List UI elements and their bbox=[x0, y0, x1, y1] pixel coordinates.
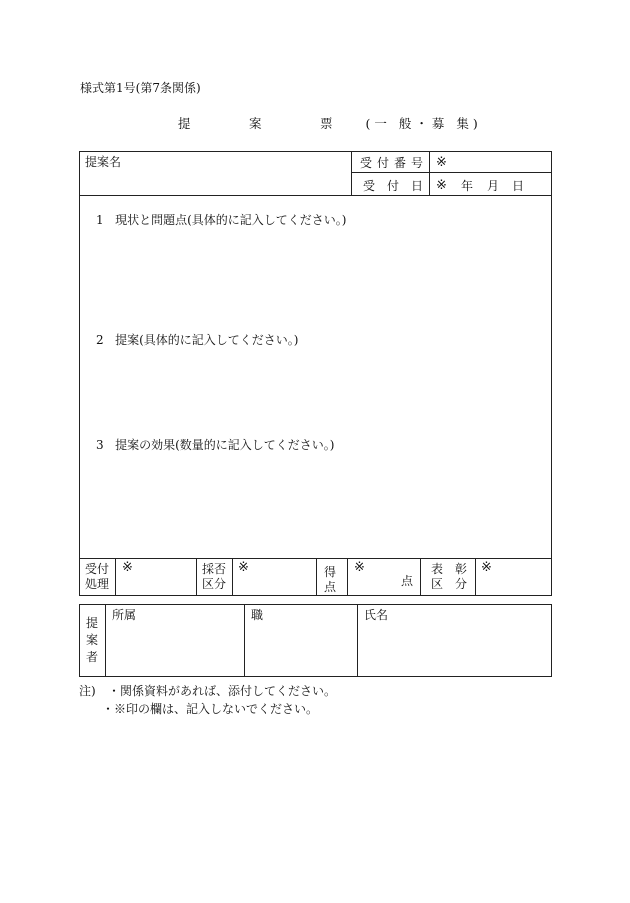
proposer-table bbox=[79, 604, 552, 677]
col-divider-b5 bbox=[347, 558, 348, 595]
col-divider-b4 bbox=[316, 558, 317, 595]
adoption-label bbox=[202, 562, 226, 592]
note-line-1: ・関係資料があれば、添付してください。 bbox=[108, 684, 337, 698]
receipt-number-label: 受付番号 bbox=[360, 156, 429, 170]
score-mark: ※ bbox=[354, 560, 365, 575]
proposal-form-box bbox=[79, 151, 552, 596]
adoption-mark: ※ bbox=[238, 560, 249, 575]
affiliation-label: 所属 bbox=[112, 608, 137, 622]
section-3-heading bbox=[96, 438, 334, 453]
score-label bbox=[324, 565, 336, 595]
name-label: 氏名 bbox=[364, 608, 389, 622]
award-label-line1: 表 彰 bbox=[431, 562, 468, 576]
proposal-name-label: 提案名 bbox=[85, 155, 122, 169]
receipt-date-mark: ※ bbox=[436, 178, 447, 193]
notes-prefix: 注) bbox=[79, 684, 96, 698]
section-1-heading bbox=[96, 213, 346, 228]
receipt-date-year: 年 bbox=[461, 179, 474, 193]
proposal-name-field[interactable] bbox=[84, 172, 346, 192]
award-mark: ※ bbox=[481, 560, 492, 575]
section-3-label: 提案の効果(数量的に記入してください。) bbox=[115, 438, 335, 452]
receipt-number-mark: ※ bbox=[436, 155, 447, 170]
row-divider-receipt bbox=[351, 172, 552, 173]
score-label-line2: 点 bbox=[324, 580, 337, 594]
proposer-col-divider-1 bbox=[105, 605, 106, 676]
col-divider-receipt bbox=[429, 152, 430, 195]
proposer-col-divider-3 bbox=[357, 605, 358, 676]
position-label: 職 bbox=[251, 608, 264, 622]
header-bottom-line bbox=[80, 195, 551, 196]
proposer-label bbox=[86, 615, 98, 665]
score-label-line1: 得 bbox=[324, 565, 337, 579]
col-divider-b6 bbox=[420, 558, 421, 595]
col-divider-b2 bbox=[196, 558, 197, 595]
processing-mark: ※ bbox=[122, 560, 133, 575]
form-number: 様式第1号(第7条関係) bbox=[80, 81, 201, 95]
processing-label bbox=[85, 562, 109, 592]
form-title bbox=[178, 118, 482, 131]
receipt-date-label: 受 付 日 bbox=[363, 179, 424, 193]
section-1-label: 現状と問題点(具体的に記入してください。) bbox=[115, 213, 347, 227]
proposer-col-divider-2 bbox=[244, 605, 245, 676]
proposer-label-char-1: 提 bbox=[86, 616, 99, 630]
section-1-number: 1 bbox=[96, 213, 104, 227]
adoption-label-line1: 採否 bbox=[202, 562, 227, 576]
col-divider-b1 bbox=[115, 558, 116, 595]
receipt-date-month: 月 bbox=[487, 179, 500, 193]
section-3-number: 3 bbox=[96, 438, 104, 452]
title-category: (一 般・募 集) bbox=[365, 116, 482, 131]
award-label bbox=[431, 562, 467, 592]
receipt-date-day: 日 bbox=[512, 179, 525, 193]
section-2-number: 2 bbox=[96, 333, 104, 347]
col-divider-b7 bbox=[475, 558, 476, 595]
section-2-label: 提案(具体的に記入してください。) bbox=[115, 333, 299, 347]
section-2-heading bbox=[96, 333, 298, 348]
col-divider-b3 bbox=[232, 558, 233, 595]
score-unit: 点 bbox=[401, 574, 414, 588]
award-label-line2: 区 分 bbox=[431, 577, 468, 591]
title-text: 提 案 票 bbox=[178, 116, 356, 131]
processing-label-line2: 処理 bbox=[85, 577, 110, 591]
processing-label-line1: 受付 bbox=[85, 562, 110, 576]
proposer-label-char-3: 者 bbox=[86, 649, 99, 664]
note-line-2: ・※印の欄は、記入しないでください。 bbox=[102, 702, 319, 716]
proposer-label-char-2: 案 bbox=[86, 632, 99, 647]
col-divider-name bbox=[351, 152, 352, 195]
adoption-label-line2: 区分 bbox=[202, 577, 227, 591]
